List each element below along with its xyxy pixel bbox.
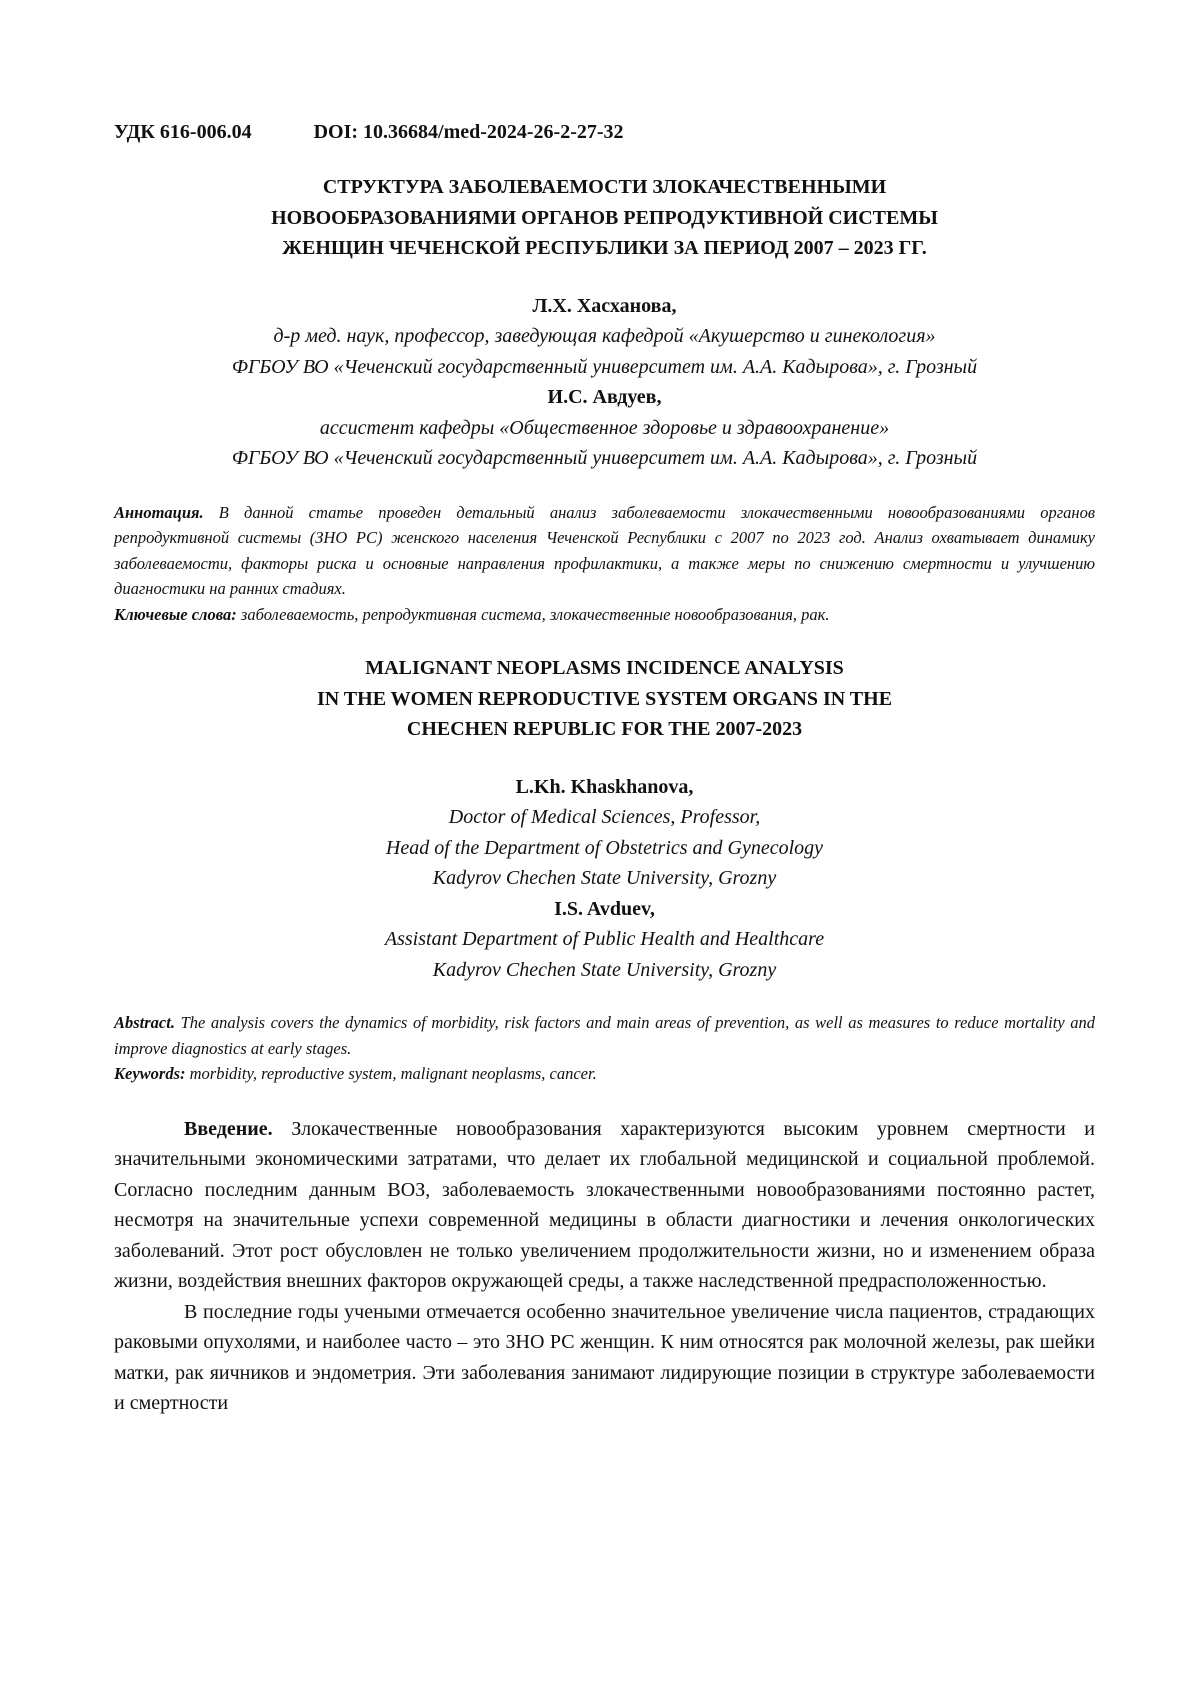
title-line: MALIGNANT NEOPLASMS INCIDENCE ANALYSIS xyxy=(114,653,1095,684)
author-name: L.Kh. Khaskhanova, xyxy=(114,772,1095,803)
author-affiliation: Doctor of Medical Sciences, Professor, xyxy=(114,802,1095,833)
article-body xyxy=(114,1114,1095,1419)
english-title xyxy=(114,653,1095,745)
russian-abstract xyxy=(114,500,1095,628)
russian-title xyxy=(114,172,1095,264)
abstract-label: Аннотация. xyxy=(114,503,204,522)
title-line: СТРУКТУРА ЗАБОЛЕВАЕМОСТИ ЗЛОКАЧЕСТВЕННЫМИ xyxy=(114,172,1095,203)
keywords-text: заболеваемость, репродуктивная система, злокачественные новообразования, рак. xyxy=(237,605,830,624)
author-affiliation: Assistant Department of Public Health and Healthcare xyxy=(114,924,1095,955)
author-name: I.S. Avduev, xyxy=(114,894,1095,925)
keywords-text: morbidity, reproductive system, malignant neoplasms, cancer. xyxy=(186,1064,597,1083)
keywords-label: Ключевые слова: xyxy=(114,605,237,624)
author-name: Л.Х. Хасханова, xyxy=(114,291,1095,322)
abstract-text: The analysis covers the dynamics of morbidity, risk factors and main areas of prevention, as well as measures to reduce mortality and improve diagnostics at early stages. xyxy=(114,1013,1095,1058)
paragraph-text: Злокачественные новообразования характеризуются высоким уровнем смертности и значительными экономическими затратами, что делает их глобальной медицинской и социальной проблемой. Согласно последним данным ВОЗ, заболеваемость злокачественными новообразованиями постоянно растет, несмотря на значительные успехи современной медицины в области диагностики и лечения онкологических заболеваний. Этот рост обусловлен не только увеличением продолжительности жизни, но и изменением образа жизни, воздействия внешних факторов окружающей среды, а также наследственной предрасположенностью. xyxy=(114,1118,1095,1293)
title-line: CHECHEN REPUBLIC FOR THE 2007-2023 xyxy=(114,714,1095,745)
title-line: НОВООБРАЗОВАНИЯМИ ОРГАНОВ РЕПРОДУКТИВНОЙ СИСТЕМЫ xyxy=(114,203,1095,234)
keywords-label: Keywords: xyxy=(114,1064,186,1083)
abstract-paragraph xyxy=(114,500,1095,602)
english-abstract xyxy=(114,1010,1095,1087)
body-paragraph: В последние годы учеными отмечается особенно значительное увеличение числа пациентов, страдающих раковыми опухолями, и наиболее часто – это ЗНО РС женщин. К ним относятся рак молочной железы, рак шейки матки, рак яичников и эндометрия. Эти заболевания занимают лидирующие позиции в структуре заболеваемости и смертности xyxy=(114,1297,1095,1419)
abstract-paragraph xyxy=(114,1010,1095,1061)
author-affiliation: ФГБОУ ВО «Чеченский государственный университет им. А.А. Кадырова», г. Грозный xyxy=(114,443,1095,474)
author-affiliation: д-р мед. наук, профессор, заведующая кафедрой «Акушерство и гинекология» xyxy=(114,321,1095,352)
author-affiliation: ассистент кафедры «Общественное здоровье и здравоохранение» xyxy=(114,413,1095,444)
abstract-text: В данной статье проведен детальный анализ заболеваемости злокачественными новообразованиями органов репродуктивной системы (ЗНО РС) женского населения Чеченской Республики с 2007 по 2023 год. Анализ охватывает динамику заболеваемости, факторы риска и основные направления профилактики, а также меры по снижению смертности и улучшению диагностики на ранних стадиях. xyxy=(114,503,1095,599)
russian-authors xyxy=(114,291,1095,474)
introduction-heading: Введение. xyxy=(184,1118,273,1140)
paper-page xyxy=(0,0,1200,1697)
title-line: IN THE WOMEN REPRODUCTIVE SYSTEM ORGANS IN THE xyxy=(114,684,1095,715)
keywords-paragraph xyxy=(114,1061,1095,1087)
title-line: ЖЕНЩИН ЧЕЧЕНСКОЙ РЕСПУБЛИКИ ЗА ПЕРИОД 2007 – 2023 ГГ. xyxy=(114,233,1095,264)
body-paragraph xyxy=(114,1114,1095,1297)
doi-code: DOI: 10.36684/med-2024-26-2-27-32 xyxy=(314,121,624,143)
article-identifiers xyxy=(114,118,1095,146)
english-authors xyxy=(114,772,1095,986)
author-affiliation: Kadyrov Chechen State University, Grozny xyxy=(114,863,1095,894)
author-affiliation: Head of the Department of Obstetrics and Gynecology xyxy=(114,833,1095,864)
abstract-label: Abstract. xyxy=(114,1013,175,1032)
udk-code: УДК 616-006.04 xyxy=(114,121,252,143)
author-affiliation: Kadyrov Chechen State University, Grozny xyxy=(114,955,1095,986)
keywords-paragraph xyxy=(114,602,1095,628)
author-affiliation: ФГБОУ ВО «Чеченский государственный университет им. А.А. Кадырова», г. Грозный xyxy=(114,352,1095,383)
author-name: И.С. Авдуев, xyxy=(114,382,1095,413)
